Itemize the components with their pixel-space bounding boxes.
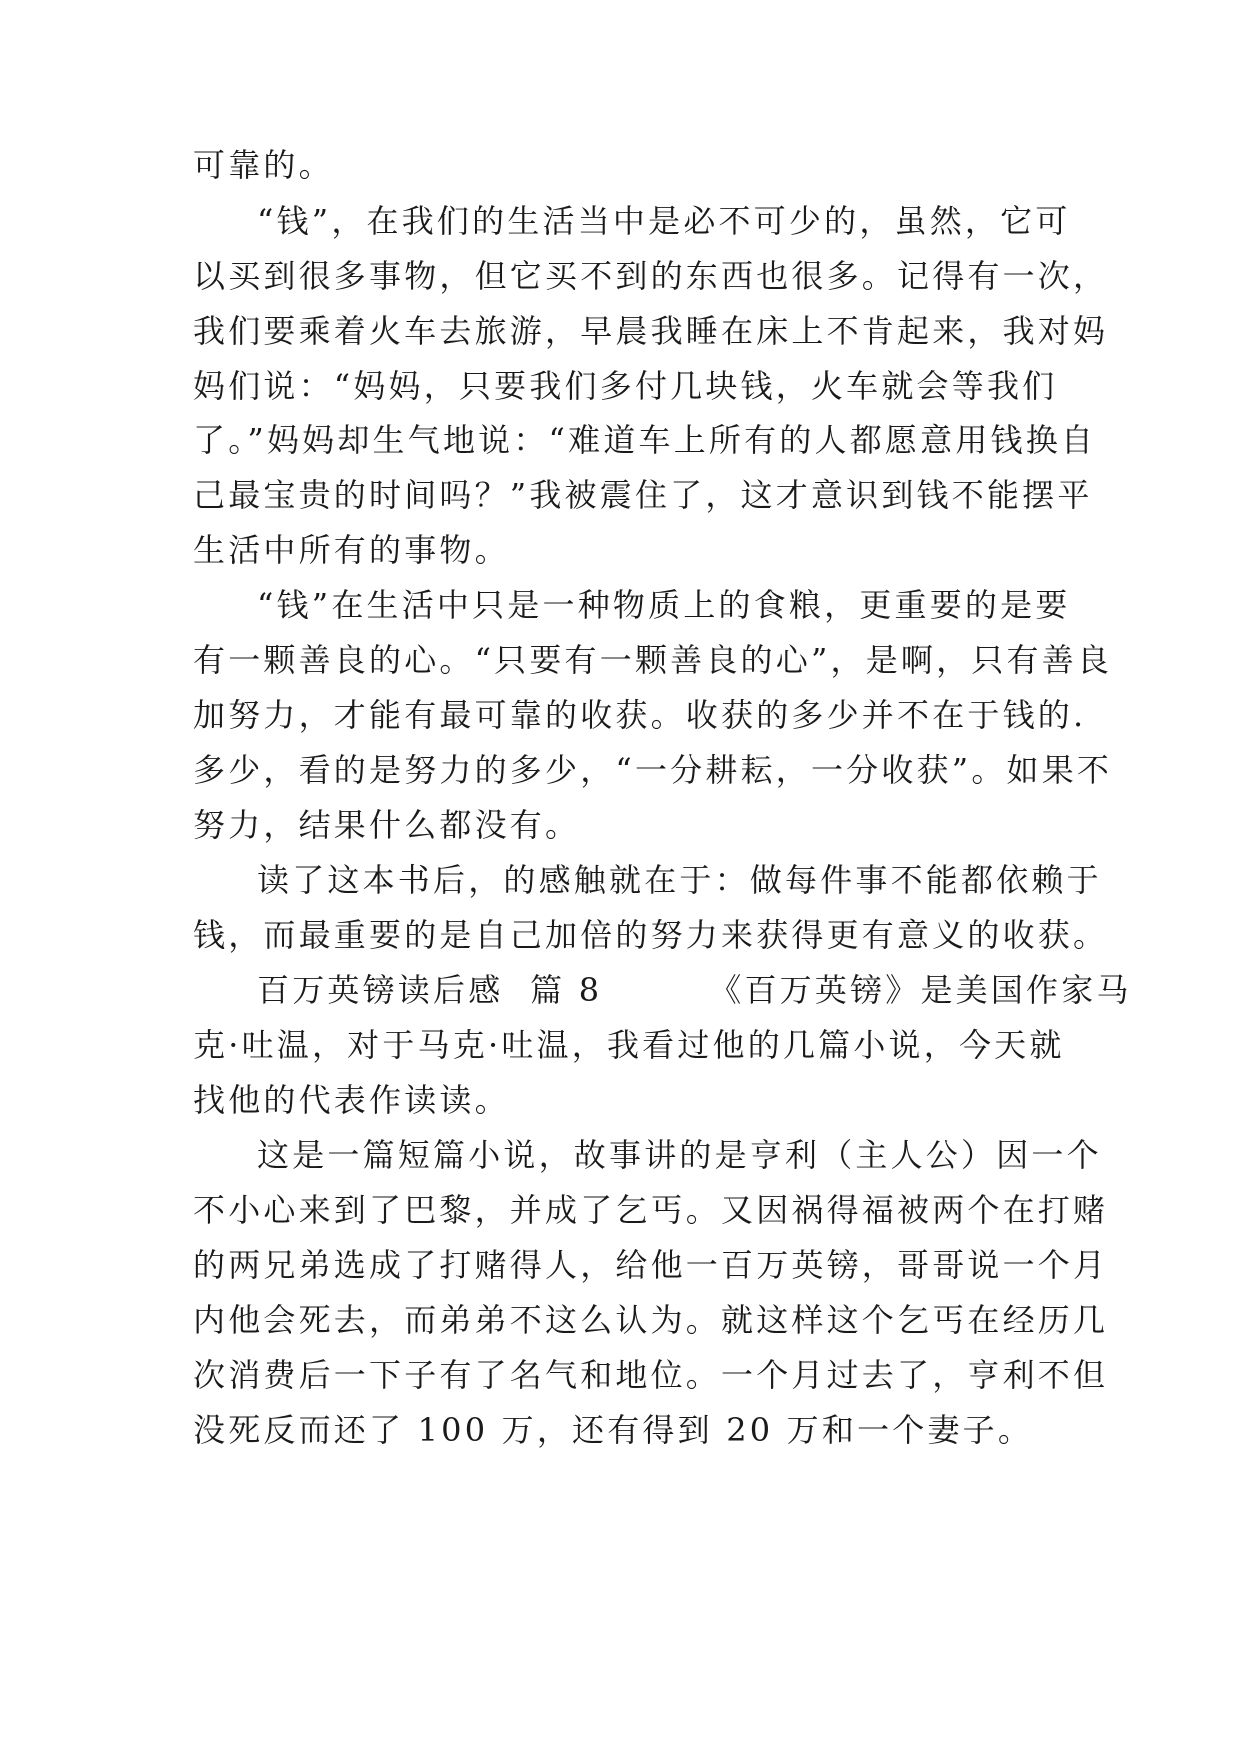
text-line: 己最宝贵的时间吗？”我被震住了，这才意识到钱不能摆平	[193, 476, 1093, 514]
text-line: 不小心来到了巴黎，并成了乞丐。又因祸得福被两个在打赌	[193, 1191, 1109, 1229]
paragraph-first-line: “钱”在生活中只是一种物质上的食粮，更重要的是要	[257, 586, 1071, 624]
text-line: 可靠的。	[193, 146, 334, 184]
text-line: 没死反而还了 100 万，还有得到 20 万和一个妻子。	[193, 1411, 1034, 1449]
text-line: 内他会死去，而弟弟不这么认为。就这样这个乞丐在经历几	[193, 1301, 1109, 1339]
text-line: 找他的代表作读读。	[193, 1081, 510, 1119]
text-line: 我们要乘着火车去旅游，早晨我睡在床上不肯起来，我对妈	[193, 312, 1109, 350]
text-line: 加努力，才能有最可靠的收获。收获的多少并不在于钱的.	[193, 696, 1087, 734]
text-line: 次消费后一下子有了名气和地位。一个月过去了，亨利不但	[193, 1356, 1109, 1394]
text-line: 妈们说：“妈妈，只要我们多付几块钱，火车就会等我们	[193, 367, 1058, 405]
text-line: 生活中所有的事物。	[193, 531, 510, 569]
paragraph-first-line: 读了这本书后，的感触就在于：做每件事不能都依赖于	[257, 861, 1102, 899]
paragraph-first-line: “钱”，在我们的生活当中是必不可少的，虽然，它可	[257, 202, 1071, 240]
text-line: 有一颗善良的心。“只要有一颗善良的心”，是啊，只有善良	[193, 641, 1113, 679]
section-heading-line: 百万英镑读后感 篇 8 《百万英镑》是美国作家马	[257, 971, 1132, 1009]
paragraph-first-line: 这是一篇短篇小说，故事讲的是亨利（主人公）因一个	[257, 1136, 1102, 1174]
text-line: 的两兄弟选成了打赌得人，给他一百万英镑，哥哥说一个月	[193, 1246, 1109, 1284]
text-line: 努力，结果什么都没有。	[193, 806, 581, 844]
text-line: 以买到很多事物，但它买不到的东西也很多。记得有一次，	[193, 257, 1109, 295]
text-line: 多少，看的是努力的多少，“一分耕耘，一分收获”。如果不	[193, 751, 1113, 789]
text-line: 克·吐温，对于马克·吐温，我看过他的几篇小说，今天就	[193, 1026, 1065, 1064]
text-line: 了。”妈妈却生气地说：“难道车上所有的人都愿意用钱换自	[193, 421, 1097, 459]
text-line: 钱，而最重要的是自己加倍的努力来获得更有意义的收获。	[193, 916, 1109, 954]
